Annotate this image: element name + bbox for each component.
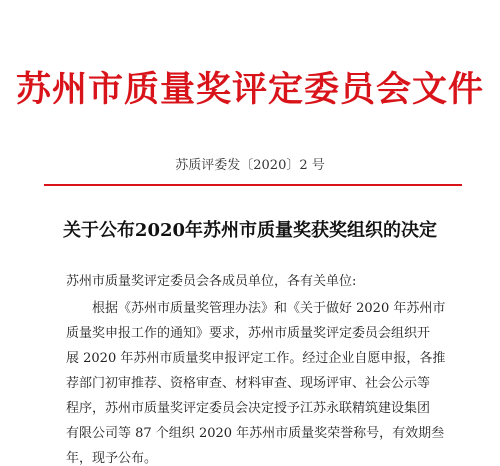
- red-divider-line: [44, 184, 462, 186]
- document-header-title: 苏州市质量奖评定委员会文件: [15, 69, 484, 110]
- body-text-line: 根据《苏州市质量奖管理办法》和《关于做好 2020 年苏州市: [92, 301, 446, 316]
- body-text-line: 程序，苏州市质量奖评定委员会决定授予江苏永联精筑建设集团: [66, 401, 431, 416]
- body-text-line: 年，现予公布。: [66, 451, 158, 466]
- body-text-line: 有限公司等 87 个组织 2020 年苏州市质量奖荣誉称号，有效期叁: [66, 426, 445, 441]
- body-text-line: 质量奖申报工作的通知》要求，苏州市质量奖评定委员会组织开: [66, 326, 431, 341]
- document-number: 苏质评委发〔2020〕2 号: [175, 158, 325, 173]
- salutation-line: 苏州市质量奖评定委员会各成员单位，各有关单位:: [66, 274, 357, 289]
- body-text-line: 荐部门初审推荐、资格审查、材料审查、现场评审、社会公示等: [66, 376, 431, 391]
- document-subject: 关于公布2020年苏州市质量奖获奖组织的决定: [62, 220, 438, 241]
- body-text-line: 展 2020 年苏州市质量奖申报评定工作。经过企业自愿申报，各推: [66, 351, 446, 366]
